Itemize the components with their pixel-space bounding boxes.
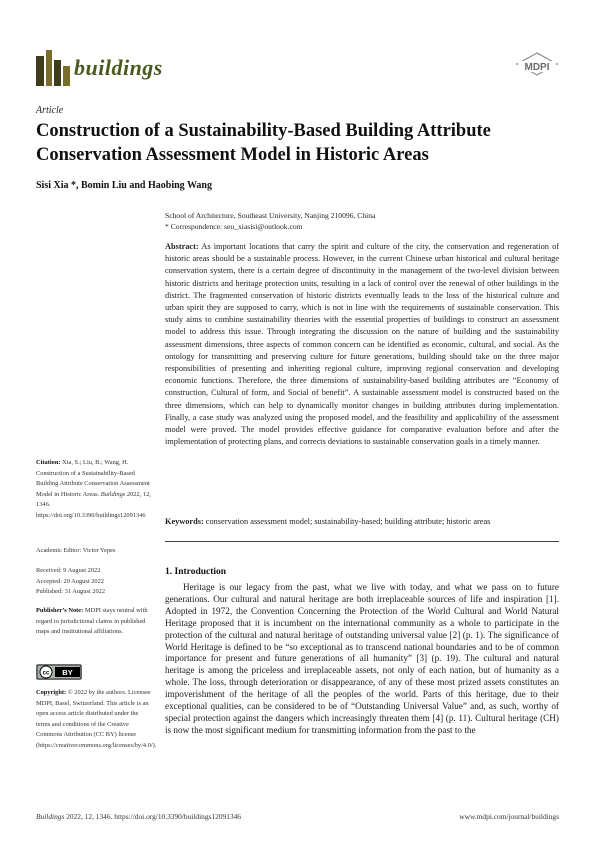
footer-journal: Buildings — [36, 812, 65, 821]
section-heading: 1. Introduction — [165, 567, 227, 577]
citation-label: Citation: — [36, 459, 61, 466]
citation-journal: Buildings — [100, 490, 126, 498]
mdpi-logo-text: MDPI — [524, 62, 550, 73]
published-date: Published: 31 August 2022 — [36, 588, 106, 596]
citation-text: Xia, S.; Liu, B.; Wang, H. Construction of a Sustainability-Based Building Attribute Conservation Assessment Model in Historic Areas. — [36, 459, 150, 498]
copyright-text: © 2022 by the authors. Licensee MDPI, Basel, Switzerland. This article is an open access article distributed under the terms and conditions of the Creative Commons Attribution (CC BY) license (https://creativecommons.org/licenses/by/4.0/). — [36, 689, 157, 749]
author-list: Sisi Xia *, Bomin Liu and Haobing Wang — [36, 180, 212, 191]
journal-name: buildings — [74, 55, 163, 80]
cc-by-license-icon[interactable] — [36, 664, 82, 680]
footer-doi[interactable]: 2022, 12, 1346. https://doi.org/10.3390/buildings12091346 — [66, 812, 241, 821]
publisher-note — [36, 606, 154, 638]
mdpi-logo-icon — [514, 52, 560, 82]
academic-editor: Academic Editor: Victor Yepes — [36, 547, 116, 554]
publisher-note-label: Publisher’s Note: — [36, 607, 84, 614]
article-title: Construction of a Sustainability-Based Building Attribute Conservation Assessment Model in Historic Areas — [36, 121, 491, 165]
svg-text:cc: cc — [42, 670, 50, 677]
keywords-label: Keywords: — [165, 517, 204, 526]
abstract — [165, 241, 559, 448]
keywords — [165, 516, 559, 528]
affiliation: School of Architecture, Southeast University, Nanjing 210096, China — [165, 211, 376, 220]
received-date: Received: 9 August 2022 — [36, 567, 101, 574]
article-type: Article — [36, 105, 64, 116]
svg-text:BY: BY — [62, 668, 73, 677]
footer-citation — [36, 812, 241, 821]
accepted-date: Accepted: 29 August 2022 — [36, 577, 104, 585]
publisher-note-text: MDPI stays neutral with regard to jurisdictional claims in published maps and institutional affiliations. — [36, 607, 148, 636]
dates-block — [36, 566, 154, 598]
citation-block — [36, 458, 154, 522]
abstract-text: As important locations that carry the spirit and culture of the city, the conservation and regeneration of historic areas should be a sustainable process. However, in the current Chinese urban historical and cultural heritage conservation system, there is a certain degree of discontinuity in the management of the two-level division between historic districts and heritage protection units, resulting in a lack of control over the renewal of other buildings in the district. The fragmented conservation of historic districts eventually leads to the loss of the historical culture and urban spirit they are supposed to carry, which is not in line with the requirements of sustainable conservation. This study aims to combine sustainability theories with the essential properties of buildings to construct an assessment model to address this issue. Through integrating the discussion on the nature of building and the sustainability assessment dimensions, three aspects of common concern can be identified as economic, cultural, and social. As the ontology for transmitting and preserving culture for future generations, building should take on the three major responsibilities of presenting and inheriting regional culture, improving regional conservation and developing economic functions. Therefore, the three dimensions of sustainability-based building attributes are “Economy of construction, Cultural of form, and Social of benefit”. A sustainable assessment model is constructed based on the three dimensions, which can help to dynamically monitor changes in building attributes during implementation. Finally, a case study was analyzed using the proposed model, and the feasibility and applicability of the assessment model were proved. The model provides effective guidance for comparative evaluation before and after the implementation of protecting plans, and corrects deviations to sustainable conservation goals in a timely manner. — [165, 242, 559, 447]
intro-paragraph: Heritage is our legacy from the past, what we live with today, and what we pass on to future generations. Our cultural and natural heritage are both irreplaceable sources of life and inspiration [1]. Adopted in 1972, the Convention Concerning the Protection of the World Cultural and World Natural Heritage proposed that it is incumbent on the international community as a whole to participate in the protection of the cultural and natural heritage of outstanding universal value [2] (p. 1). The significance of World Heritage is defined to be “so exceptional as to transcend national boundaries and to be of common importance for present and future generations of all humanity” [3] (p. 19). The cultural and natural heritage is among the priceless and irreplaceable assets, not only of each nation, but of humanity as a whole. The loss, through deterioration or disappearance, of any of these most prized assets constitutes an impoverishment of the heritage of all the peoples of the world. Parts of this heritage, due to their exceptional qualities, can be considered to be of “Outstanding Universal Value” and, as such, worthy of special protection against the dangers which increasingly threaten them [4] (p. 11). Cultural heritage (CH) is now the most significant medium for transmitting information from the past to the — [165, 582, 559, 735]
section-divider — [165, 541, 559, 542]
keywords-text: conservation assessment model; sustainability-based; building attribute; historic areas — [205, 517, 491, 526]
correspondence: * Correspondence: seu_xiasisi@outlook.com — [165, 222, 303, 231]
footer-url[interactable]: www.mdpi.com/journal/buildings — [459, 812, 559, 821]
journal-logo-icon — [36, 50, 70, 86]
abstract-label: Abstract: — [165, 242, 199, 251]
copyright-label: Copyright: — [36, 689, 67, 696]
affiliation-block — [165, 210, 375, 232]
citation-tail[interactable]: 2022, 12, 1346. https://doi.org/10.3390/buildings12091346 — [36, 490, 151, 519]
copyright-notice — [36, 688, 157, 752]
